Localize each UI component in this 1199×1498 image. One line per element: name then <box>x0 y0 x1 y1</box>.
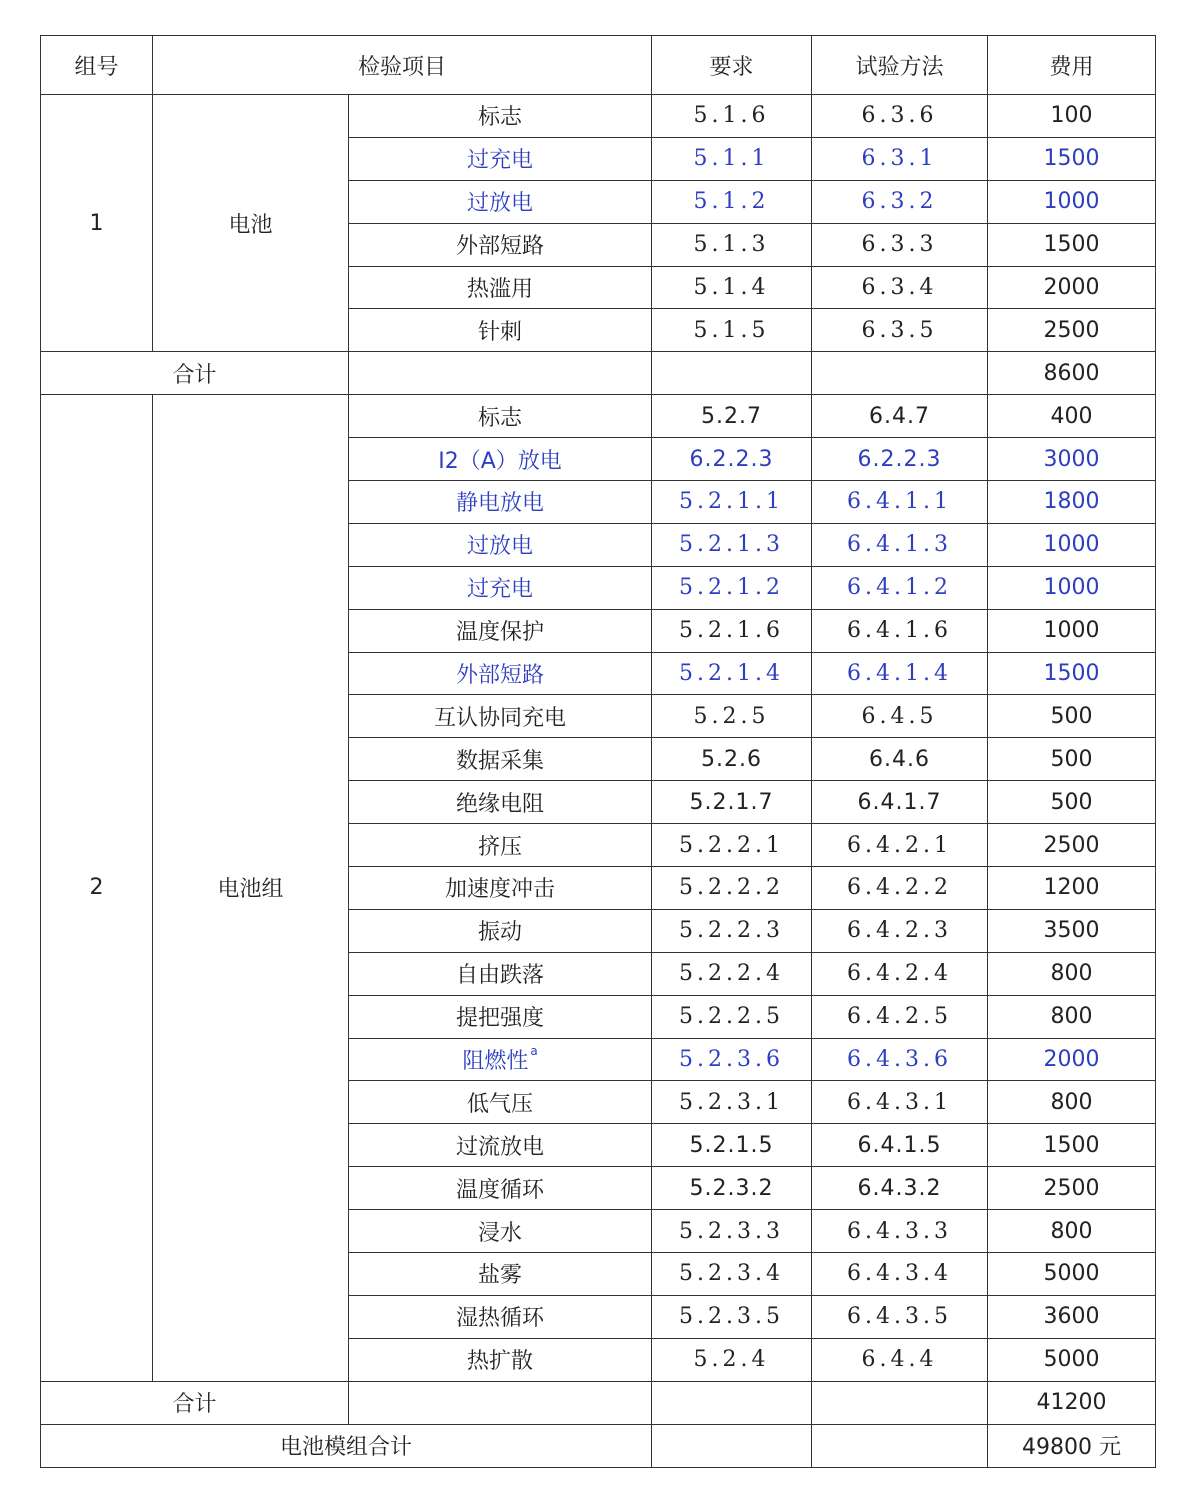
method-cell: 6.4.3.2 <box>812 1167 988 1210</box>
empty-cell <box>812 1381 988 1424</box>
test-item <box>349 1081 652 1124</box>
method-cell: 6.4.2.4 <box>812 952 988 995</box>
header-group-no: 组号 <box>41 36 153 95</box>
table-body <box>41 95 1156 1468</box>
cost-cell: 800 <box>988 1081 1156 1124</box>
cost-cell: 400 <box>988 395 1156 438</box>
table-row <box>41 395 1156 438</box>
table-row <box>41 95 1156 138</box>
requirement-cell: 5.2.3.3 <box>652 1210 812 1253</box>
test-item-label: 挤压 <box>478 834 523 860</box>
requirement-cell: 5.1.1 <box>652 137 812 180</box>
method-cell: 6.4.2.1 <box>812 824 988 867</box>
test-item <box>349 95 652 138</box>
cost-cell: 800 <box>988 952 1156 995</box>
requirement-cell: 5.2.4 <box>652 1338 812 1381</box>
cost-cell: 500 <box>988 695 1156 738</box>
method-cell: 6.3.3 <box>812 223 988 266</box>
test-item-label: 温度保护 <box>456 620 545 646</box>
test-item-label: 过充电 <box>467 577 534 603</box>
test-item <box>349 1038 652 1081</box>
cost-cell: 2000 <box>988 266 1156 309</box>
method-cell: 6.4.1.2 <box>812 566 988 609</box>
test-item-label: 过充电 <box>467 148 534 174</box>
cost-cell: 800 <box>988 995 1156 1038</box>
test-item <box>349 180 652 223</box>
test-item <box>349 1253 652 1296</box>
requirement-cell: 5.2.5 <box>652 695 812 738</box>
grand-total-label: 电池模组合计 <box>41 1424 652 1467</box>
empty-cell <box>812 1424 988 1467</box>
method-cell: 6.4.7 <box>812 395 988 438</box>
test-item-label: 标志 <box>478 405 523 431</box>
cost-cell: 1000 <box>988 566 1156 609</box>
requirement-cell: 5.2.2.4 <box>652 952 812 995</box>
requirement-cell: 5.2.3.4 <box>652 1253 812 1296</box>
test-item <box>349 137 652 180</box>
cost-cell: 2000 <box>988 1038 1156 1081</box>
method-cell: 6.4.3.3 <box>812 1210 988 1253</box>
cost-cell: 2500 <box>988 824 1156 867</box>
test-item <box>349 223 652 266</box>
cost-cell: 3000 <box>988 438 1156 481</box>
test-item-label: 过放电 <box>467 534 534 560</box>
header-method: 试验方法 <box>812 36 988 95</box>
subtotal-row <box>41 352 1156 395</box>
test-item-label: 浸水 <box>478 1220 523 1246</box>
group-name: 电池 <box>153 95 349 352</box>
requirement-cell: 5.2.3.6 <box>652 1038 812 1081</box>
empty-cell <box>652 1381 812 1424</box>
method-cell: 6.4.6 <box>812 738 988 781</box>
requirement-cell: 5.2.2.2 <box>652 867 812 910</box>
method-cell: 6.3.5 <box>812 309 988 352</box>
requirement-cell: 5.2.3.2 <box>652 1167 812 1210</box>
test-cost-table <box>40 35 1156 1468</box>
method-cell: 6.4.4 <box>812 1338 988 1381</box>
cost-cell: 1500 <box>988 137 1156 180</box>
requirement-cell: 5.2.1.6 <box>652 609 812 652</box>
cost-cell: 800 <box>988 1210 1156 1253</box>
test-item <box>349 781 652 824</box>
test-item <box>349 438 652 481</box>
test-item-label: 温度循环 <box>456 1177 545 1203</box>
cost-cell: 1000 <box>988 180 1156 223</box>
test-item <box>349 1210 652 1253</box>
method-cell: 6.3.6 <box>812 95 988 138</box>
test-item-label: 湿热循环 <box>456 1306 545 1332</box>
group-name: 电池组 <box>153 395 349 1381</box>
method-cell: 6.3.4 <box>812 266 988 309</box>
method-cell: 6.4.2.2 <box>812 867 988 910</box>
requirement-cell: 5.1.6 <box>652 95 812 138</box>
test-item <box>349 738 652 781</box>
method-cell: 6.4.1.3 <box>812 523 988 566</box>
cost-cell: 2500 <box>988 309 1156 352</box>
test-item-label: 低气压 <box>467 1091 534 1117</box>
requirement-cell: 5.2.3.5 <box>652 1295 812 1338</box>
header-cost: 费用 <box>988 36 1156 95</box>
requirement-cell: 5.2.1.4 <box>652 652 812 695</box>
test-item <box>349 1124 652 1167</box>
requirement-cell: 5.2.6 <box>652 738 812 781</box>
cost-cell: 500 <box>988 781 1156 824</box>
cost-cell: 100 <box>988 95 1156 138</box>
test-item <box>349 609 652 652</box>
test-item <box>349 1338 652 1381</box>
test-item <box>349 1167 652 1210</box>
test-item-label: 阻燃性 <box>462 1049 529 1075</box>
requirement-cell: 5.1.4 <box>652 266 812 309</box>
subtotal-value: 41200 <box>988 1381 1156 1424</box>
test-item-label: 外部短路 <box>456 234 545 260</box>
requirement-cell: 5.2.1.5 <box>652 1124 812 1167</box>
test-item <box>349 695 652 738</box>
requirement-cell: 5.2.1.1 <box>652 481 812 524</box>
method-cell: 6.4.1.4 <box>812 652 988 695</box>
test-item-label: 互认协同充电 <box>434 705 567 731</box>
method-cell: 6.4.2.3 <box>812 909 988 952</box>
method-cell: 6.4.1.7 <box>812 781 988 824</box>
test-item <box>349 523 652 566</box>
requirement-cell: 6.2.2.3 <box>652 438 812 481</box>
test-item <box>349 266 652 309</box>
test-item-label: 盐雾 <box>478 1263 523 1289</box>
cost-cell: 1500 <box>988 1124 1156 1167</box>
requirement-cell: 5.2.1.2 <box>652 566 812 609</box>
cost-cell: 1500 <box>988 652 1156 695</box>
test-item <box>349 566 652 609</box>
requirement-cell: 5.2.2.3 <box>652 909 812 952</box>
test-item <box>349 652 652 695</box>
method-cell: 6.4.1.6 <box>812 609 988 652</box>
cost-cell: 5000 <box>988 1338 1156 1381</box>
test-item <box>349 481 652 524</box>
test-item-label: 振动 <box>478 920 523 946</box>
requirement-cell: 5.2.2.1 <box>652 824 812 867</box>
cost-cell: 1500 <box>988 223 1156 266</box>
cost-cell: 3600 <box>988 1295 1156 1338</box>
test-item-label: 加速度冲击 <box>445 877 556 903</box>
header-requirement: 要求 <box>652 36 812 95</box>
cost-cell: 1000 <box>988 609 1156 652</box>
group-number: 2 <box>41 395 153 1381</box>
empty-cell <box>812 352 988 395</box>
test-item <box>349 824 652 867</box>
requirement-cell: 5.2.1.7 <box>652 781 812 824</box>
test-item-label: 静电放电 <box>456 491 545 517</box>
method-cell: 6.4.5 <box>812 695 988 738</box>
test-item <box>349 1295 652 1338</box>
header-item: 检验项目 <box>153 36 652 95</box>
test-item <box>349 952 652 995</box>
requirement-cell: 5.2.1.3 <box>652 523 812 566</box>
method-cell: 6.4.3.1 <box>812 1081 988 1124</box>
test-item-label: 热扩散 <box>467 1349 534 1375</box>
test-item-label: 标志 <box>478 105 523 131</box>
method-cell: 6.4.3.4 <box>812 1253 988 1296</box>
test-item <box>349 867 652 910</box>
method-cell: 6.3.1 <box>812 137 988 180</box>
requirement-cell: 5.1.5 <box>652 309 812 352</box>
test-item <box>349 995 652 1038</box>
cost-cell: 2500 <box>988 1167 1156 1210</box>
test-item-label: 过流放电 <box>456 1134 545 1160</box>
group-number: 1 <box>41 95 153 352</box>
cost-cell: 3500 <box>988 909 1156 952</box>
grand-total-value: 49800 元 <box>988 1424 1156 1467</box>
cost-cell: 1200 <box>988 867 1156 910</box>
test-item-label: 数据采集 <box>456 748 545 774</box>
subtotal-row <box>41 1381 1156 1424</box>
subtotal-value: 8600 <box>988 352 1156 395</box>
method-cell: 6.4.1.1 <box>812 481 988 524</box>
cost-cell: 1000 <box>988 523 1156 566</box>
method-cell: 6.4.3.6 <box>812 1038 988 1081</box>
method-cell: 6.3.2 <box>812 180 988 223</box>
cost-cell: 5000 <box>988 1253 1156 1296</box>
requirement-cell: 5.1.2 <box>652 180 812 223</box>
empty-cell <box>349 1381 652 1424</box>
test-item-label: 针刺 <box>478 319 523 345</box>
test-item-label: 外部短路 <box>456 663 545 689</box>
footnote-marker: a <box>530 1044 538 1059</box>
requirement-cell: 5.2.3.1 <box>652 1081 812 1124</box>
test-item <box>349 309 652 352</box>
test-item-label: 热滥用 <box>467 277 534 302</box>
empty-cell <box>652 1424 812 1467</box>
test-item-label: I2（A）放电 <box>438 448 562 474</box>
requirement-cell: 5.2.7 <box>652 395 812 438</box>
method-cell: 6.4.3.5 <box>812 1295 988 1338</box>
subtotal-label: 合计 <box>41 1381 349 1424</box>
requirement-cell: 5.1.3 <box>652 223 812 266</box>
method-cell: 6.4.2.5 <box>812 995 988 1038</box>
test-item-label: 过放电 <box>467 191 534 217</box>
test-item-label: 绝缘电阻 <box>456 791 545 817</box>
method-cell: 6.2.2.3 <box>812 438 988 481</box>
test-item <box>349 395 652 438</box>
header-row <box>41 36 1156 95</box>
empty-cell <box>652 352 812 395</box>
cost-cell: 1800 <box>988 481 1156 524</box>
subtotal-label: 合计 <box>41 352 349 395</box>
test-item-label: 提把强度 <box>456 1006 545 1032</box>
requirement-cell: 5.2.2.5 <box>652 995 812 1038</box>
method-cell: 6.4.1.5 <box>812 1124 988 1167</box>
cost-cell: 500 <box>988 738 1156 781</box>
grand-total-row <box>41 1424 1156 1467</box>
empty-cell <box>349 352 652 395</box>
test-item-label: 自由跌落 <box>456 963 545 989</box>
test-item <box>349 909 652 952</box>
